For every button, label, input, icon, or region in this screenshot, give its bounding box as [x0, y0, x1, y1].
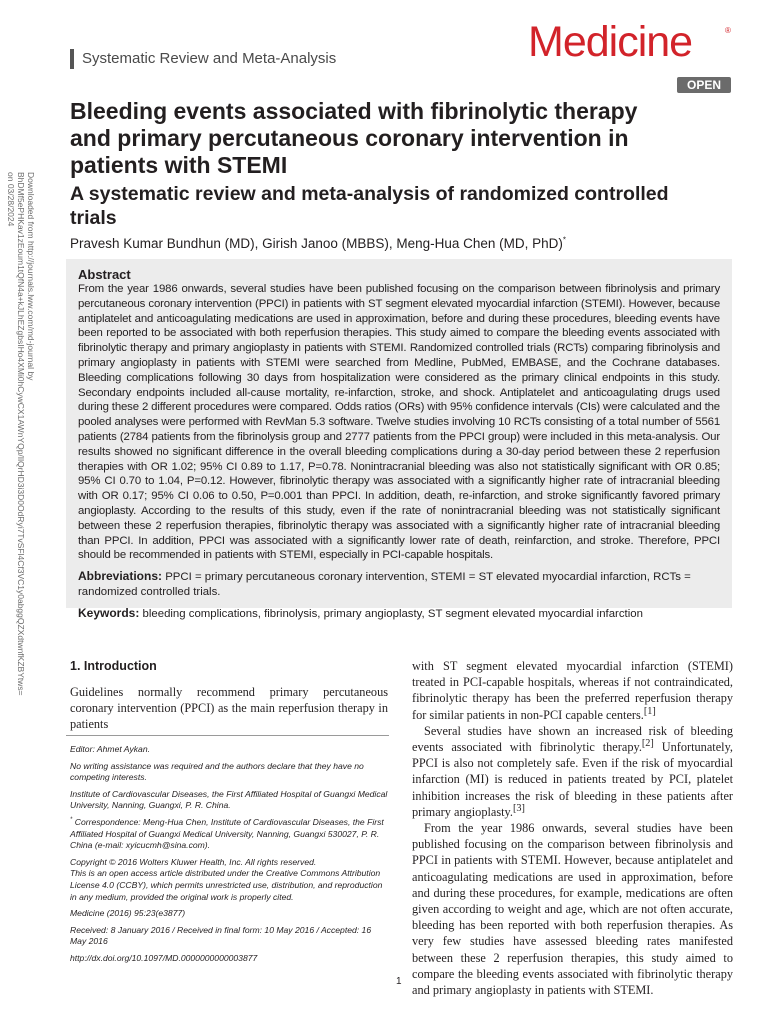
download-side-note — [6, 172, 38, 696]
citation-ref-3[interactable]: [3] — [512, 802, 525, 814]
abbreviations — [78, 569, 720, 600]
footnote-editor: Editor: Ahmet Aykan. — [70, 744, 151, 754]
citation-ref-2[interactable]: [2] — [641, 737, 654, 749]
footnote-citation: Medicine (2016) 95:23(e3877) — [70, 908, 186, 919]
abstract-content — [78, 267, 720, 622]
abstract-body: From the year 1986 onwards, several studies have been published focusing on the comparison between fibrinolysis and primary percutaneous coronary intervention (PPCI) in patients with ST segment elevated myocardial infarction (STEMI). However, because antiplatelet and anticoagulating medications are used in approximation, before and during these procedures, bleeding events have been reported to be associated with both reperfusion therapies. This study aimed to compare the bleeding events associated with fibrinolytic therapy and primary angioplasty in patients with STEMI. Randomized controlled trials (RCTs) comparing fibrinolysis and primary angioplasty in patients with STEMI were searched from Medline, PubMed, EMBASE, and the Cochrane databases. Bleeding complications following 30 days from hospitalization were considered as the primary clinical endpoints in this study. Secondary endpoints included all-cause mortality, re-infarction, stroke, and shock. Antiplatelet and anticoagulating drugs used during these 2 different procedures were compared. Odds ratios (ORs) with 95% confidence intervals (CIs) were calculated and the pooled analyses were performed with RevMan 5.3 software. Twelve studies involving 10 RCTs consisting of a total number of 5561 patients (2784 patients from the fibrinolysis group and 2777 patients from the PPCI group) were included in this meta-analysis. Our results showed no significant difference in the overall bleeding complications during a 30-day period between these 2 reperfusion therapies with OR 1.02; 95% CI 0.89 to 1.17, P=0.78. Nonintracranial bleeding was also not statistically significant with OR 0.85; 95% CI 0.70 to 1.04, P=0.12. However, fibrinolytic therapy was associated with a significantly higher rate of intracranial bleeding with OR 0.17; 95% CI 0.06 to 0.50, P=0.001 than PPCI. In addition, death, re-infarction, and stroke significantly favored primary angioplasty. According to the results of this study, even if the rate of nonintracranial bleeding was not statistically significant between these 2 reperfusion therapies, fibrinolytic therapy was associated with a significantly higher rate of intracranial bleeding than PPCI. In addition, PPCI was associated with a significantly lower rate of death, reinfarction, and stroke. Therefore, PPCI should be recommended in patients with STEMI, especially in PCI-capable hospitals. — [78, 283, 720, 562]
abstract-heading: Abstract — [78, 267, 131, 282]
keywords-label: Keywords: — [78, 605, 140, 620]
article-subtitle: A systematic review and meta-analysis of randomized controlled trials — [70, 183, 669, 229]
open-access-badge: OPEN — [677, 77, 731, 93]
intro-paragraph-2 — [412, 723, 733, 820]
keywords-text: bleeding complications, fibrinolysis, primary angioplasty, ST segment elevated myocardial infarction — [142, 607, 643, 620]
intro-p2a-text: Several studies have shown an increased risk of bleeding events associated with fibrinolytic therapy. — [412, 723, 733, 755]
abstract-box — [66, 259, 732, 620]
correspondence-text: Correspondence: Meng-Hua Chen, Institute of Cardiovascular Diseases, the First Affiliated Hospital of Guangxi Medical University, Nanning, Guangxi 530027, P. R. China (e-mail: xyicucmh@sina.com). — [70, 816, 384, 851]
abbreviations-text: PPCI = primary percutaneous coronary intervention, STEMI = ST elevated myocardial infarction, RCTs = randomized controlled trials. — [78, 571, 691, 598]
authors-text: Pravesh Kumar Bundhun (MD), Girish Janoo (MBBS), Meng-Hua Chen (MD, PhD) — [70, 236, 563, 251]
footnote-institution: Institute of Cardiovascular Diseases, the First Affiliated Hospital of Guangxi Medical University, Nanning, Guangxi, P. R. China. — [70, 788, 388, 811]
left-column — [70, 658, 388, 733]
intro-paragraph-start: Guidelines normally recommend primary percutaneous coronary intervention (PPCI) as the main reperfusion therapy in patients — [70, 685, 388, 732]
right-column — [412, 658, 733, 998]
page-number: 1 — [396, 976, 402, 987]
footnote-correspondence — [70, 817, 388, 852]
journal-logo: Medicine — [528, 18, 693, 66]
footnote-divider — [66, 735, 389, 736]
registered-mark: ® — [725, 26, 731, 35]
footnote-doi[interactable]: http://dx.doi.org/10.1097/MD.0000000000003877 — [70, 952, 258, 963]
footnote-dates: Received: 8 January 2016 / Received in final form: 10 May 2016 / Accepted: 16 May 2016 — [70, 924, 372, 947]
citation-ref-1[interactable]: [1] — [643, 705, 656, 717]
intro-p1-text: with ST segment elevated myocardial infarction (STEMI) treated in PCI-capable hospitals, whereas if not contraindicated, fibrinolytic therapy has been the preferred reperfusion therapy for similar patients in non-PCI capable centers. — [412, 659, 733, 722]
section-heading: 1. Introduction — [70, 659, 157, 673]
intro-paragraph-3: From the year 1986 onwards, several studies have been published focusing on the comparison between fibrinolysis and PPCI in patients with STEMI. However, because antiplatelet and anticoagulating medications are used in approximation, before and during these procedures, for example, medications are often given according to weight and age, which are not often accurate, bleeding has been reported with both reperfusion therapies. As very few studies have assessed bleeding rates manifested between these 2 reperfusion therapies, this study aimed to compare the bleeding events associated with fibrinolytic therapy and primary angioplasty in patients with STEMI. — [412, 821, 733, 998]
correspondence-mark: * — [70, 817, 73, 824]
corresponding-author-mark: * — [562, 235, 567, 245]
intro-p2b-text: Unfortunately, PPCI is also not completely safe. Even if the risk of myocardial infarction (MI) is reduced in patients treated by PCI, platelet inhibition increases the risk of bleeding in these patients after primary angioplasty. — [412, 740, 733, 819]
footnote-conflict: No writing assistance was required and the authors declare that they have no competing interests. — [70, 760, 364, 783]
author-list — [70, 235, 720, 253]
footnote-copyright: Copyright © 2016 Wolters Kluwer Health, Inc. All rights reserved. — [70, 856, 317, 867]
intro-paragraph-1 — [412, 658, 733, 723]
article-title: Bleeding events associated with fibrinolytic therapy and primary percutaneous coronary intervention in patients with STEMI — [70, 98, 638, 178]
abbreviations-label: Abbreviations: — [78, 569, 163, 584]
keywords — [78, 606, 720, 622]
download-note-text: Downloaded from http://journals.lww.com/md-journal by BhDMf5ePHKav1zEoum1tQfN4a+kJLhEZgbsIHo4XMi0hCywCX1AWnYQp/IlQrHD3i3D0OdRyi7TvSFl4Cf3VC1y0abggQZXdtwnfKZBYtws= on 03/28/2024 — [6, 172, 36, 696]
section-label: Systematic Review and Meta-Analysis — [70, 49, 336, 69]
footnote-license: This is an open access article distributed under the Creative Commons Attribution License 4.0 (CCBY), which permits unrestricted use, distribution, and reproduction in any medium, provided the original work is properly cited. — [70, 868, 383, 902]
footnotes — [70, 744, 388, 970]
